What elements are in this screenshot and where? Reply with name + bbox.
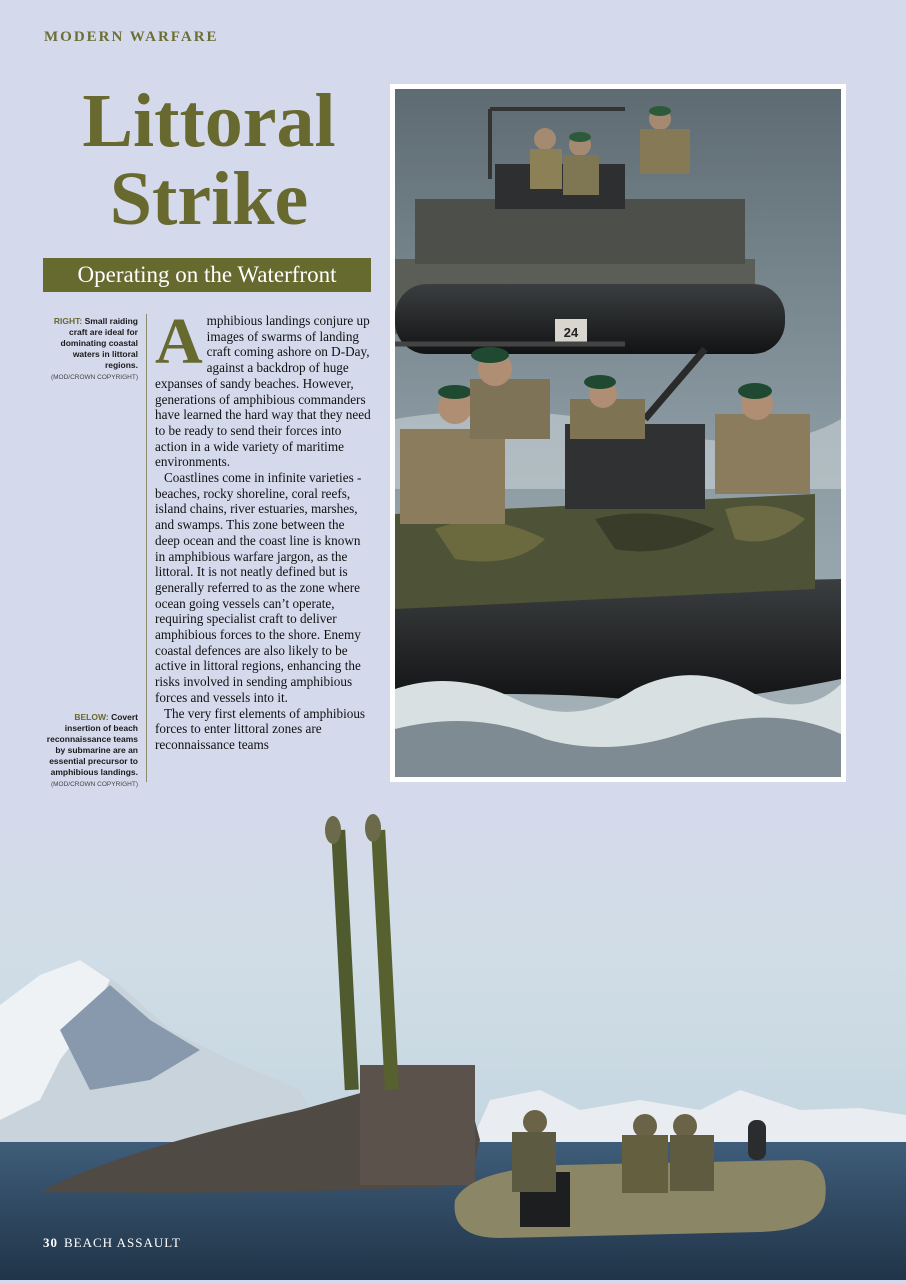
photo-submarine	[0, 790, 906, 1280]
caption-right-credit: (MOD/CROWN COPYRIGHT)	[50, 374, 138, 381]
caption-below-credit: (MOD/CROWN COPYRIGHT)	[50, 781, 138, 788]
section-label: MODERN WARFARE	[44, 29, 219, 45]
article-paragraph-1-text: mphibious landings conjure up images of swarms of landing craft coming ashore on D-Day, against a backdrop of huge expanses of sandy beaches. However, generations of amphibious commanders have learned the hard way that they need to be ready to send their forces into action in a wide variety of maritime environments.	[155, 313, 371, 470]
caption-below	[40, 712, 138, 790]
caption-right	[40, 316, 138, 383]
submarine-illustration	[0, 790, 906, 1280]
subhead-text: Operating on the Waterfront	[77, 262, 337, 287]
headline	[44, 79, 374, 241]
article-paragraph-3: The very first elements of amphibious forces to enter littoral zones are reconnaissance teams	[155, 705, 366, 752]
subhead-bar	[43, 258, 371, 292]
photo-raiding-craft	[390, 84, 846, 782]
drop-cap: A	[155, 305, 203, 378]
headline-line-2: Strike	[109, 157, 309, 241]
footer-folio	[43, 1235, 181, 1251]
headline-line-1: Littoral	[82, 79, 336, 163]
raiding-craft-illustration	[395, 89, 841, 777]
caption-below-text: Covert insertion of beach reconnaissance teams by submarine are an essential precursor to amphibious landings.	[46, 712, 138, 777]
page-number: 30	[43, 1235, 58, 1250]
caption-below-label: BELOW:	[74, 712, 109, 722]
article-body	[155, 305, 372, 753]
boat-number: 24	[563, 325, 579, 340]
article-paragraph-2: Coastlines come in infinite varieties - beaches, rocky shoreline, coral reefs, island chains, river estuaries, marshes, and swamps. This zone between the deep ocean and the coast line is known in amphibious warfare jargon, as the littoral. It is not neatly defined but is generally referred to as the zone where ocean going vessels can’t operate, requiring specialist craft to deliver amphibious forces to the shore. Enemy coastal defences are also likely to be active in littoral regions, enhancing the risks involved in sending amphibious forces and vessels into it.	[155, 470, 362, 705]
caption-right-label: RIGHT:	[53, 316, 83, 326]
publication-title: BEACH ASSAULT	[64, 1235, 181, 1250]
article-paragraph-1	[155, 305, 372, 470]
column-divider	[146, 314, 147, 782]
caption-right-text: Small raiding craft are ideal for dominating coastal waters in littoral regions.	[60, 316, 138, 370]
